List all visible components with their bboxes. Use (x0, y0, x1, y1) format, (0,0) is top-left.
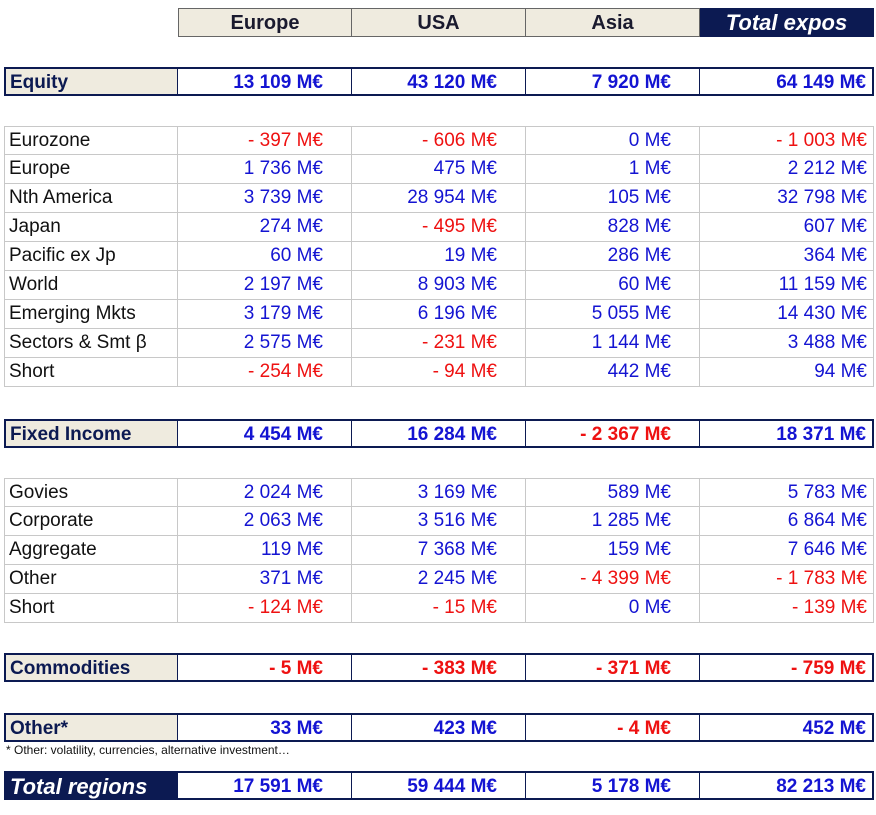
value-usa: - 606 M€ (352, 126, 526, 155)
equity-summary-row (0, 67, 876, 96)
value-total: 6 864 M€ (700, 507, 874, 536)
value-usa: - 495 M€ (352, 213, 526, 242)
row-label: Nth America (4, 184, 178, 213)
value-asia: 286 M€ (526, 242, 700, 271)
value-total: 7 646 M€ (700, 536, 874, 565)
value-asia: 159 M€ (526, 536, 700, 565)
total-regions-row (0, 771, 876, 800)
value-europe: 60 M€ (178, 242, 352, 271)
value-asia: 105 M€ (526, 184, 700, 213)
value-total: 607 M€ (700, 213, 874, 242)
value-usa: 6 196 M€ (352, 300, 526, 329)
value-asia: 828 M€ (526, 213, 700, 242)
value-usa: 19 M€ (352, 242, 526, 271)
table-row (0, 300, 876, 329)
table-row (0, 478, 876, 507)
value-usa: 475 M€ (352, 155, 526, 184)
row-label: Aggregate (4, 536, 178, 565)
row-label: Japan (4, 213, 178, 242)
value-asia: 7 920 M€ (526, 67, 700, 96)
row-label: Corporate (4, 507, 178, 536)
value-europe: 119 M€ (178, 536, 352, 565)
value-total: 2 212 M€ (700, 155, 874, 184)
table-row (0, 565, 876, 594)
value-europe: 3 739 M€ (178, 184, 352, 213)
value-total: 5 783 M€ (700, 478, 874, 507)
value-europe: 2 197 M€ (178, 271, 352, 300)
row-label: Fixed Income (4, 419, 178, 448)
value-usa: - 383 M€ (352, 653, 526, 682)
value-usa: 43 120 M€ (352, 67, 526, 96)
value-asia: 5 178 M€ (526, 771, 700, 800)
value-asia: - 371 M€ (526, 653, 700, 682)
value-total: 32 798 M€ (700, 184, 874, 213)
value-total: 18 371 M€ (700, 419, 874, 448)
value-europe: - 5 M€ (178, 653, 352, 682)
value-total: 3 488 M€ (700, 329, 874, 358)
value-asia: 1 285 M€ (526, 507, 700, 536)
row-label: Emerging Mkts (4, 300, 178, 329)
value-europe: 33 M€ (178, 713, 352, 742)
value-usa: 423 M€ (352, 713, 526, 742)
value-asia: - 4 M€ (526, 713, 700, 742)
table-row (0, 242, 876, 271)
value-total: - 759 M€ (700, 653, 874, 682)
value-total: 452 M€ (700, 713, 874, 742)
value-total: 64 149 M€ (700, 67, 874, 96)
value-europe: - 397 M€ (178, 126, 352, 155)
row-label: Pacific ex Jp (4, 242, 178, 271)
value-asia: 60 M€ (526, 271, 700, 300)
value-total: - 1 783 M€ (700, 565, 874, 594)
table-row (0, 507, 876, 536)
row-label: Europe (4, 155, 178, 184)
value-asia: 442 M€ (526, 358, 700, 387)
value-europe: 1 736 M€ (178, 155, 352, 184)
value-usa: 7 368 M€ (352, 536, 526, 565)
value-europe: 4 454 M€ (178, 419, 352, 448)
value-usa: 59 444 M€ (352, 771, 526, 800)
value-asia: 0 M€ (526, 126, 700, 155)
other-summary-row (0, 713, 876, 742)
value-europe: 2 575 M€ (178, 329, 352, 358)
value-total: - 1 003 M€ (700, 126, 874, 155)
table-row (0, 536, 876, 565)
header-usa: USA (352, 8, 526, 37)
fixed-income-summary-row (0, 419, 876, 448)
value-europe: 17 591 M€ (178, 771, 352, 800)
footnote: * Other: volatility, currencies, alternative investment… (6, 743, 290, 757)
value-usa: - 15 M€ (352, 594, 526, 623)
value-asia: 5 055 M€ (526, 300, 700, 329)
header-europe: Europe (178, 8, 352, 37)
value-total: - 139 M€ (700, 594, 874, 623)
value-usa: - 94 M€ (352, 358, 526, 387)
table-row (0, 329, 876, 358)
header-asia: Asia (526, 8, 700, 37)
value-total: 364 M€ (700, 242, 874, 271)
table-row (0, 126, 876, 155)
value-europe: 371 M€ (178, 565, 352, 594)
value-total: 11 159 M€ (700, 271, 874, 300)
row-label: Total regions (4, 771, 178, 800)
value-asia: 589 M€ (526, 478, 700, 507)
value-europe: 3 179 M€ (178, 300, 352, 329)
value-usa: 28 954 M€ (352, 184, 526, 213)
row-label: Other* (4, 713, 178, 742)
value-asia: 0 M€ (526, 594, 700, 623)
value-usa: - 231 M€ (352, 329, 526, 358)
value-europe: 274 M€ (178, 213, 352, 242)
commodities-summary-row (0, 653, 876, 682)
value-usa: 3 516 M€ (352, 507, 526, 536)
row-label: World (4, 271, 178, 300)
header-row (0, 8, 876, 37)
row-label: Govies (4, 478, 178, 507)
row-label: Short (4, 358, 178, 387)
table-row (0, 271, 876, 300)
row-label: Short (4, 594, 178, 623)
value-asia: - 2 367 M€ (526, 419, 700, 448)
row-label: Eurozone (4, 126, 178, 155)
table-row (0, 155, 876, 184)
value-asia: 1 M€ (526, 155, 700, 184)
value-europe: 2 024 M€ (178, 478, 352, 507)
value-europe: 13 109 M€ (178, 67, 352, 96)
table-row (0, 184, 876, 213)
value-total: 82 213 M€ (700, 771, 874, 800)
value-usa: 16 284 M€ (352, 419, 526, 448)
value-usa: 2 245 M€ (352, 565, 526, 594)
row-label: Other (4, 565, 178, 594)
table-row (0, 358, 876, 387)
value-usa: 8 903 M€ (352, 271, 526, 300)
value-europe: - 254 M€ (178, 358, 352, 387)
value-total: 14 430 M€ (700, 300, 874, 329)
row-label: Commodities (4, 653, 178, 682)
value-usa: 3 169 M€ (352, 478, 526, 507)
value-europe: 2 063 M€ (178, 507, 352, 536)
row-label: Sectors & Smt β (4, 329, 178, 358)
table-row (0, 594, 876, 623)
row-label: Equity (4, 67, 178, 96)
value-total: 94 M€ (700, 358, 874, 387)
header-total-expos: Total expos (700, 8, 874, 37)
table-row (0, 213, 876, 242)
value-europe: - 124 M€ (178, 594, 352, 623)
value-asia: 1 144 M€ (526, 329, 700, 358)
value-asia: - 4 399 M€ (526, 565, 700, 594)
